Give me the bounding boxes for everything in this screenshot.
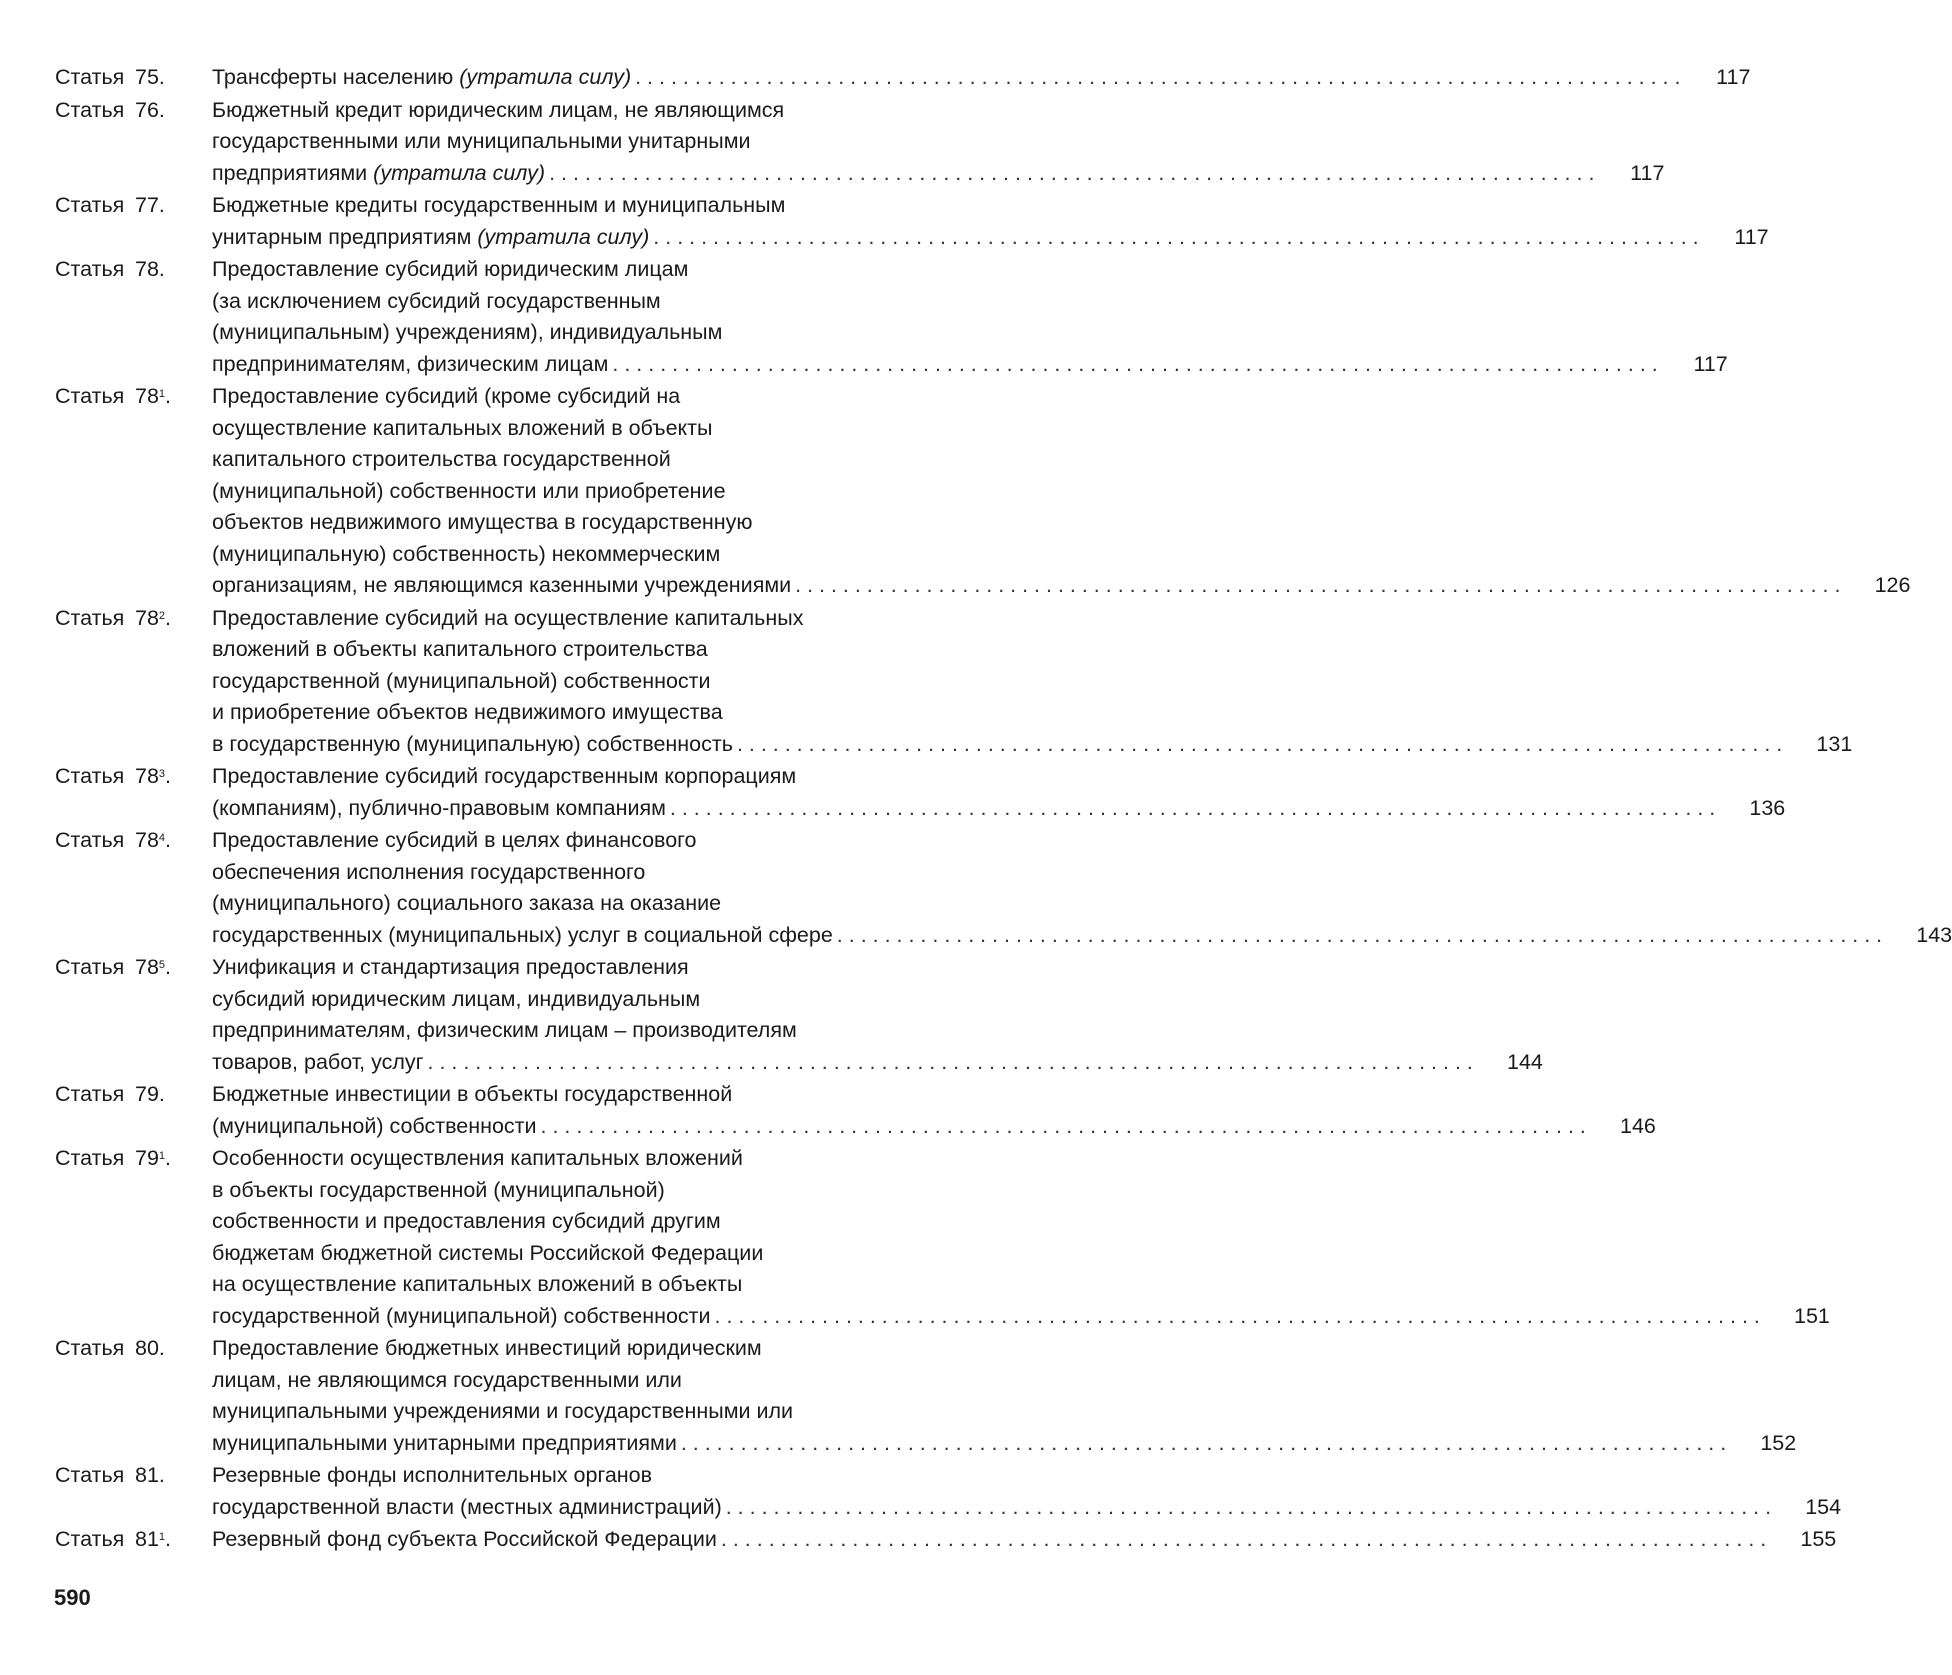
title-last-plain: Трансферты населению [212, 65, 460, 89]
title-last-plain: унитарным предприятиям [212, 224, 478, 249]
toc-entry [55, 1460, 1842, 1523]
title-line: Особенности осуществления капитальных вложений [212, 1146, 743, 1170]
article-dot: . [165, 828, 172, 852]
article-superscript: 5 [158, 959, 166, 971]
title-line: в объекты государственной (муниципальной) [212, 1177, 665, 1202]
toc-page-number: 151 [1794, 1303, 1830, 1328]
article-dot: . [158, 1082, 165, 1106]
title-line: вложений в объекты капитального строительства [212, 637, 708, 661]
article-label [55, 1460, 212, 1492]
title-line: Предоставление субсидий на осуществление капитальных [212, 605, 804, 630]
article-dot: . [165, 384, 172, 408]
article-number: 78 [135, 257, 159, 281]
title-line: и приобретение объектов недвижимого имущества [212, 700, 723, 724]
toc-page-number: 136 [1749, 795, 1786, 820]
title-lines [212, 95, 1594, 158]
article-number: 78 [135, 384, 159, 408]
title-last-line [212, 158, 1594, 190]
title-last-line [212, 1301, 1760, 1333]
article-title [212, 761, 1785, 824]
title-last-line [212, 920, 1882, 952]
article-superscript: 1 [158, 388, 166, 400]
title-lines [212, 1460, 1771, 1492]
title-last-plain: (компаниям), публично-правовым компаниям [212, 795, 666, 820]
article-word: Статья [55, 1336, 125, 1360]
dot-leader [549, 158, 1594, 190]
title-last-line [212, 1428, 1726, 1460]
article-word: Статья [55, 605, 125, 630]
title-last-text [212, 729, 733, 761]
toc-page-number: 146 [1620, 1113, 1656, 1138]
toc-entry [55, 381, 1911, 602]
title-last-line [212, 349, 1658, 381]
article-title [212, 952, 1543, 1078]
toc-page-number: 155 [1800, 1527, 1837, 1551]
article-word: Статья [55, 384, 125, 408]
toc-page-number: 117 [1716, 65, 1751, 89]
toc-entry [55, 1333, 1797, 1459]
article-label [55, 381, 212, 413]
article-superscript: 1 [158, 1150, 166, 1162]
title-last-text [212, 158, 545, 190]
article-dot: . [158, 193, 165, 217]
article-title [212, 1333, 1796, 1459]
toc-page-number: 144 [1506, 1049, 1543, 1074]
title-line: капитального строительства государственной [212, 447, 671, 471]
title-last-line [212, 1492, 1771, 1524]
toc-entry [55, 254, 1728, 380]
article-label [55, 825, 212, 857]
title-last-plain: государственной власти (местных администраций) [212, 1494, 722, 1519]
title-line: собственности и предоставления субсидий другим [212, 1209, 721, 1233]
title-line: Резервные фонды исполнительных органов [212, 1463, 653, 1487]
article-word: Статья [55, 1146, 125, 1170]
title-line: Бюджетные кредиты государственным и муниципальным [212, 193, 786, 217]
article-word: Статья [55, 65, 125, 89]
title-last-text [212, 1047, 424, 1079]
article-superscript: 2 [158, 609, 166, 622]
article-label [55, 761, 212, 793]
article-word: Статья [55, 257, 125, 281]
title-line: (муниципальную) собственность) некоммерческим [212, 541, 721, 566]
title-last-plain: муниципальными унитарными предприятиями [212, 1430, 677, 1455]
title-line: лицам, не являющимся государственными или [212, 1367, 682, 1392]
title-lines [212, 952, 1473, 1047]
table-of-contents [55, 62, 1952, 1557]
article-number: 78 [135, 955, 159, 979]
toc-entry [55, 95, 1665, 190]
toc-page-number: 154 [1805, 1494, 1842, 1519]
title-line: бюджетам бюджетной системы Российской Федерации [212, 1240, 764, 1265]
dot-leader [737, 729, 1782, 761]
title-lines [212, 254, 1658, 349]
title-line: Предоставление субсидий (кроме субсидий на [212, 384, 681, 408]
article-number: 78 [135, 828, 159, 852]
title-line: осуществление капитальных вложений в объекты [212, 415, 713, 440]
article-title [212, 381, 1910, 602]
title-line: (муниципального) социального заказа на оказание [212, 891, 722, 915]
article-number: 76 [135, 97, 159, 122]
toc-entry [55, 952, 1543, 1078]
title-last-line [212, 222, 1699, 254]
title-last-line [212, 1111, 1586, 1143]
toc-page-number: 152 [1760, 1430, 1797, 1455]
toc-entry [55, 1079, 1656, 1142]
title-last-plain: предпринимателям, физическим лицам [212, 351, 609, 376]
article-superscript: 1 [158, 1531, 166, 1543]
article-number: 81 [135, 1527, 159, 1551]
title-line: на осуществление капитальных вложений в объекты [212, 1272, 743, 1296]
toc-page-number: 131 [1816, 731, 1853, 756]
title-line: муниципальными учреждениями и государственными или [212, 1399, 794, 1423]
article-label [55, 95, 212, 127]
title-last-text [212, 793, 666, 825]
title-lines [212, 190, 1699, 222]
title-line: (муниципальным) учреждениям), индивидуальным [212, 320, 723, 344]
title-last-plain: в государственную (муниципальную) собственность [212, 731, 733, 756]
title-lines [212, 1079, 1586, 1111]
toc-page-number: 117 [1693, 351, 1728, 376]
toc-entry [55, 825, 1952, 951]
article-number: 77 [135, 193, 159, 217]
title-line: (за исключением субсидий государственным [212, 288, 661, 313]
toc-entry [55, 190, 1769, 253]
toc-page-number: 117 [1734, 224, 1769, 249]
title-lines [212, 761, 1715, 793]
toc-page-number: 143 [1916, 922, 1952, 947]
article-word: Статья [55, 97, 125, 122]
dot-leader [653, 222, 1698, 254]
title-last-line [212, 729, 1782, 761]
title-lines [212, 603, 1782, 729]
title-last-plain: (муниципальной) собственности [212, 1113, 537, 1138]
title-last-text [212, 62, 631, 94]
title-line: (муниципальной) собственности или приобретение [212, 478, 726, 503]
article-dot: . [165, 955, 172, 979]
title-last-line [212, 1524, 1766, 1556]
title-last-plain: предприятиями [212, 160, 374, 185]
title-line: субсидий юридическим лицам, индивидуальным [212, 986, 701, 1011]
article-label [55, 62, 212, 94]
article-label [55, 190, 212, 222]
title-last-line [212, 1047, 1473, 1079]
title-lines [212, 1333, 1726, 1428]
dot-leader [721, 1524, 1766, 1556]
title-last-plain: организациям, не являющимся казенными учреждениями [212, 573, 792, 597]
article-title [212, 95, 1664, 190]
article-title [212, 62, 1750, 94]
title-last-text [212, 1492, 722, 1524]
title-lines [212, 381, 1840, 570]
article-label [55, 952, 212, 984]
title-last-text [212, 1111, 537, 1143]
article-dot: . [158, 1463, 165, 1487]
title-last-italic: (утратила силу) [373, 160, 546, 185]
article-word: Статья [55, 193, 125, 217]
article-label [55, 1333, 212, 1365]
toc-entry [55, 761, 1786, 824]
article-dot: . [165, 605, 172, 630]
article-title [212, 254, 1728, 380]
title-line: Предоставление субсидий в целях финансового [212, 828, 697, 852]
article-number: 79 [135, 1146, 159, 1170]
title-line: Предоставление субсидий юридическим лицам [212, 257, 689, 281]
toc-entry [55, 603, 1853, 761]
title-line: государственными или муниципальными унитарными [212, 129, 751, 153]
article-dot: . [165, 1527, 172, 1551]
title-line: Предоставление бюджетных инвестиций юридическим [212, 1336, 762, 1360]
title-last-text [212, 920, 833, 952]
title-last-text [212, 1301, 711, 1333]
dot-leader [635, 62, 1680, 94]
article-dot: . [158, 97, 165, 122]
dot-leader [715, 1301, 1760, 1333]
article-title [212, 1460, 1841, 1523]
article-label [55, 1143, 212, 1175]
title-last-text [212, 1524, 717, 1556]
article-word: Статья [55, 1082, 125, 1106]
title-line: Бюджетные инвестиции в объекты государственной [212, 1082, 733, 1106]
title-last-italic: (утратила силу) [477, 224, 650, 249]
article-dot: . [165, 1146, 172, 1170]
article-superscript: 3 [158, 768, 166, 780]
dot-leader [681, 1428, 1726, 1460]
dot-leader [795, 570, 1840, 602]
article-title [212, 1524, 1836, 1556]
dot-leader [837, 920, 1882, 952]
title-last-text [212, 570, 791, 602]
article-word: Статья [55, 764, 125, 788]
dot-leader [428, 1047, 1473, 1079]
toc-entry [55, 1143, 1830, 1332]
article-number: 81 [135, 1463, 159, 1487]
article-word: Статья [55, 955, 125, 979]
title-last-plain: государственных (муниципальных) услуг в социальной сфере [212, 922, 833, 947]
title-last-text [212, 349, 608, 381]
page-number-footer: 590 [54, 1585, 91, 1610]
dot-leader [670, 793, 1715, 825]
title-last-text [212, 1428, 677, 1460]
title-lines [212, 1143, 1760, 1301]
title-last-plain: Резервный фонд субъекта Российской Федерации [212, 1527, 717, 1551]
article-title [212, 825, 1952, 951]
article-label [55, 254, 212, 286]
title-last-line [212, 570, 1840, 602]
dot-leader [726, 1492, 1771, 1524]
title-last-plain: государственной (муниципальной) собственности [212, 1303, 711, 1328]
dot-leader [612, 349, 1657, 381]
title-line: предпринимателям, физическим лицам – производителям [212, 1018, 797, 1042]
toc-entry [55, 62, 1751, 94]
article-word: Статья [55, 1527, 125, 1551]
title-line: обеспечения исполнения государственного [212, 859, 646, 884]
dot-leader [541, 1111, 1586, 1143]
article-number: 78 [135, 605, 159, 630]
title-line: объектов недвижимого имущества в государственную [212, 510, 753, 534]
title-last-plain: товаров, работ, услуг [212, 1049, 424, 1074]
article-word: Статья [55, 1463, 125, 1487]
article-label [55, 603, 212, 635]
article-title [212, 1079, 1656, 1142]
article-number: 78 [135, 764, 159, 788]
article-title [212, 603, 1852, 761]
article-dot: . [158, 65, 165, 89]
article-title [212, 1143, 1830, 1332]
title-line: Предоставление субсидий государственным корпорациям [212, 764, 797, 788]
toc-page-number: 117 [1630, 160, 1665, 185]
title-line: государственной (муниципальной) собственности [212, 668, 711, 693]
title-line: Бюджетный кредит юридическим лицам, не являющимся [212, 97, 785, 122]
toc-page-number: 126 [1874, 573, 1911, 597]
title-last-line [212, 62, 1680, 94]
toc-entry [55, 1524, 1837, 1556]
article-number: 80 [135, 1336, 159, 1360]
article-word: Статья [55, 828, 125, 852]
article-superscript: 4 [158, 832, 166, 844]
title-lines [212, 825, 1882, 920]
article-dot: . [158, 1336, 165, 1360]
article-label [55, 1079, 212, 1111]
title-last-text [212, 222, 649, 254]
title-last-line [212, 793, 1715, 825]
article-title [212, 190, 1769, 253]
article-number: 79 [135, 1082, 159, 1106]
title-line: Унификация и стандартизация предоставления [212, 955, 689, 979]
article-dot: . [165, 764, 172, 788]
article-number: 75 [135, 65, 159, 89]
article-label [55, 1524, 212, 1556]
article-dot: . [158, 257, 165, 281]
title-last-italic: (утратила силу) [459, 65, 632, 89]
